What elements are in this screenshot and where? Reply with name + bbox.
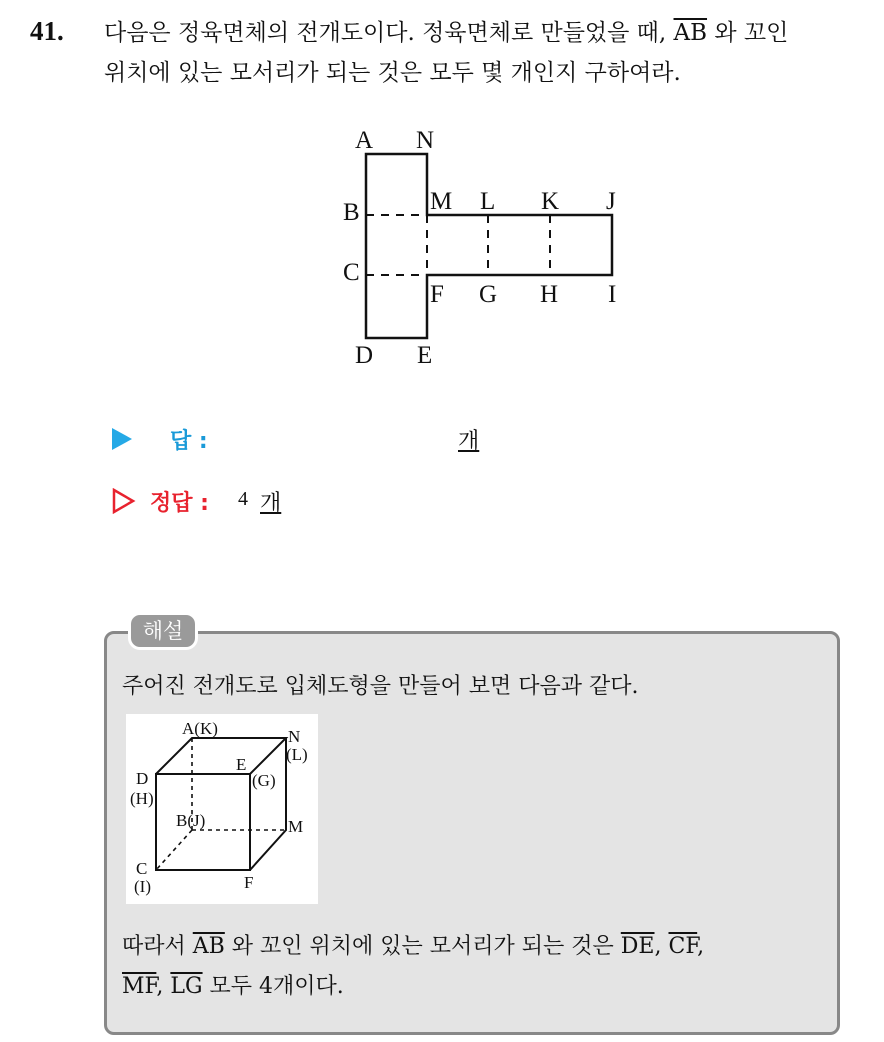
net-label-i: I	[608, 281, 617, 308]
cube-top-face	[156, 738, 286, 774]
cube-net-diagram	[330, 120, 630, 380]
segment-lg: $\overline{LG}$	[170, 974, 203, 999]
net-label-j: J	[606, 188, 616, 215]
correct-answer-value: 4	[238, 488, 248, 510]
cube-label-f: F	[244, 873, 254, 892]
solution-text-part: 와 꼬인 위치에 있는 모서리가 되는 것은	[224, 934, 621, 959]
cube-label-ak: A(K)	[182, 719, 218, 738]
solution-text-line1: 주어진 전개도로 입체도형을 만들어 보면 다음과 같다.	[122, 674, 639, 699]
solution-text-part: 모두 4개이다.	[202, 974, 344, 999]
net-label-c: C	[343, 259, 360, 286]
cube-label-h: (H)	[130, 789, 154, 808]
cube-label-e: E	[236, 755, 247, 774]
cube-label-d: D	[136, 769, 149, 788]
cube-hidden-edge	[156, 830, 192, 870]
net-label-m: M	[430, 188, 453, 215]
cube-right-face	[250, 738, 286, 870]
answer-marker-icon	[112, 428, 132, 450]
segment-de: $\overline{DE}$	[620, 934, 655, 959]
question-text-line1	[104, 18, 788, 48]
net-label-f: F	[430, 281, 444, 308]
solution-tag: 해설	[128, 612, 198, 650]
segment-ab: $\overline{AB}$	[673, 20, 708, 46]
cube-label-n: N	[288, 727, 301, 746]
cube-label-bj: B(J)	[176, 811, 206, 830]
net-label-h: H	[540, 281, 559, 308]
net-label-d: D	[355, 342, 374, 369]
correct-marker-icon	[112, 488, 136, 514]
question-text-part: 와 꼬인	[707, 20, 789, 46]
net-label-b: B	[343, 199, 360, 226]
cube-label-m: M	[288, 817, 304, 836]
net-label-n: N	[416, 127, 435, 154]
segment-ab: $\overline{AB}$	[192, 934, 225, 959]
net-label-a: A	[355, 127, 374, 154]
cube-label-c: C	[136, 859, 148, 878]
segment-mf: $\overline{MF}$	[122, 974, 157, 999]
question-text-part: 다음은 정육면체의 전개도이다. 정육면체로 만들었을 때,	[104, 20, 674, 46]
segment-cf: $\overline{CF}$	[668, 934, 698, 959]
separator: ,	[654, 934, 669, 959]
cube-diagram	[126, 714, 318, 904]
separator: ,	[156, 974, 171, 999]
net-label-k: K	[541, 188, 560, 215]
question-number: 41.	[30, 16, 64, 46]
cube-label-l: (L)	[286, 745, 308, 764]
net-label-g: G	[479, 281, 498, 308]
cube-label-g: (G)	[252, 771, 276, 790]
correct-answer-unit: 개	[260, 491, 282, 516]
answer-label: 답 :	[170, 429, 208, 454]
correct-answer-label: 정답 :	[150, 491, 209, 516]
question-text-line2: 위치에 있는 모서리가 되는 것은 모두 몇 개인지 구하여라.	[104, 60, 681, 86]
solution-text-part: 따라서	[122, 934, 193, 959]
answer-blank-unit[interactable]: 개	[458, 429, 480, 454]
separator: ,	[697, 934, 705, 959]
net-label-e: E	[417, 342, 433, 369]
solution-text-line2	[122, 932, 704, 962]
net-label-l: L	[480, 188, 496, 215]
cube-label-i: (I)	[134, 877, 151, 896]
solution-text-line3	[122, 972, 344, 1002]
